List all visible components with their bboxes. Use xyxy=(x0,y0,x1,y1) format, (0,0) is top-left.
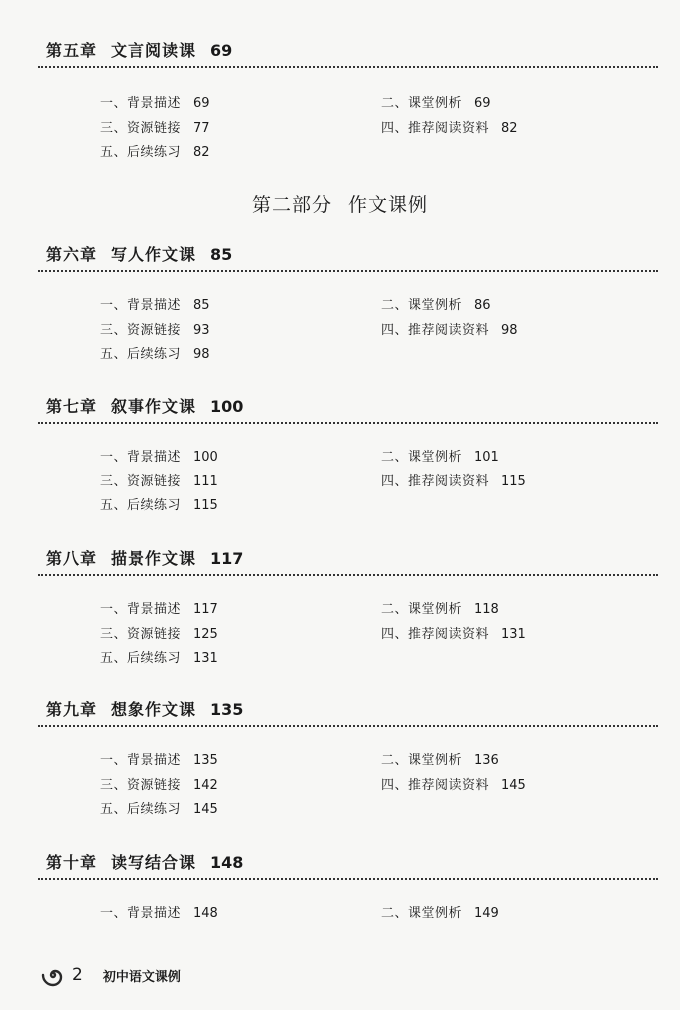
toc-entry[interactable] xyxy=(381,92,491,111)
chapter-label: 第九章 xyxy=(46,700,98,719)
toc-entry[interactable] xyxy=(100,798,218,817)
chapter-page: 135 xyxy=(210,700,244,719)
part-label: 第二部分 xyxy=(251,194,332,216)
entry-page: 118 xyxy=(474,602,499,617)
toc-entry[interactable] xyxy=(100,623,218,642)
entry-text: 三、资源链接 xyxy=(100,323,182,338)
chapter-page: 117 xyxy=(210,549,244,568)
toc-entry[interactable] xyxy=(381,774,526,793)
entry-page: 125 xyxy=(193,627,218,642)
entry-page: 145 xyxy=(193,802,218,817)
chapter-title: 写人作文课 xyxy=(111,245,197,264)
spiral-logo-icon xyxy=(40,962,66,988)
toc-entry[interactable] xyxy=(100,749,218,768)
toc-entry[interactable] xyxy=(381,446,499,465)
toc-entry[interactable] xyxy=(381,623,526,642)
toc-entry[interactable] xyxy=(381,319,518,338)
toc-entry[interactable] xyxy=(100,92,210,111)
entry-page: 135 xyxy=(193,753,218,768)
book-title: 初中语文课例 xyxy=(102,969,181,985)
entry-text: 一、背景描述 xyxy=(100,906,182,921)
entry-page: 69 xyxy=(474,96,491,111)
entry-page: 101 xyxy=(474,450,499,465)
entry-page: 82 xyxy=(193,145,210,160)
entry-page: 148 xyxy=(193,906,218,921)
entry-text: 五、后续练习 xyxy=(100,498,182,513)
toc-entry[interactable] xyxy=(381,470,526,489)
chapter-heading xyxy=(46,38,232,61)
entry-page: 115 xyxy=(501,474,526,489)
entry-page: 136 xyxy=(474,753,499,768)
entry-text: 二、课堂例析 xyxy=(381,906,463,921)
chapter-label: 第八章 xyxy=(46,549,98,568)
dotted-rule xyxy=(38,878,658,880)
entry-page: 131 xyxy=(501,627,526,642)
chapter-page: 100 xyxy=(210,397,244,416)
chapter-heading xyxy=(46,242,232,265)
dotted-rule xyxy=(38,574,658,576)
entry-page: 77 xyxy=(193,121,210,136)
dotted-rule xyxy=(38,422,658,424)
chapter-heading xyxy=(46,546,243,569)
entry-text: 二、课堂例析 xyxy=(381,602,463,617)
entry-text: 四、推荐阅读资料 xyxy=(381,627,490,642)
entry-text: 二、课堂例析 xyxy=(381,298,463,313)
toc-entry[interactable] xyxy=(100,294,210,313)
entry-text: 三、资源链接 xyxy=(100,627,182,642)
entry-text: 四、推荐阅读资料 xyxy=(381,474,490,489)
chapter-title: 文言阅读课 xyxy=(111,41,197,60)
part-heading xyxy=(0,190,680,217)
toc-entry[interactable] xyxy=(100,902,218,921)
part-title: 作文课例 xyxy=(348,194,429,216)
entry-page: 86 xyxy=(474,298,491,313)
entry-page: 149 xyxy=(474,906,499,921)
entry-page: 131 xyxy=(193,651,218,666)
toc-entry[interactable] xyxy=(100,141,210,160)
page-number: 2 xyxy=(72,965,83,985)
entry-text: 一、背景描述 xyxy=(100,450,182,465)
entry-page: 85 xyxy=(193,298,210,313)
entry-page: 100 xyxy=(193,450,218,465)
entry-page: 98 xyxy=(193,347,210,362)
entry-text: 二、课堂例析 xyxy=(381,96,463,111)
toc-entry[interactable] xyxy=(100,494,218,513)
toc-entry[interactable] xyxy=(381,749,499,768)
toc-entry[interactable] xyxy=(381,598,499,617)
chapter-title: 想象作文课 xyxy=(111,700,197,719)
dotted-rule xyxy=(38,270,658,272)
chapter-label: 第六章 xyxy=(46,245,98,264)
toc-entry[interactable] xyxy=(100,343,210,362)
toc-entry[interactable] xyxy=(100,446,218,465)
entry-text: 五、后续练习 xyxy=(100,347,182,362)
entry-page: 142 xyxy=(193,778,218,793)
entry-text: 五、后续练习 xyxy=(100,651,182,666)
chapter-page: 148 xyxy=(210,853,244,872)
entry-text: 三、资源链接 xyxy=(100,121,182,136)
entry-text: 五、后续练习 xyxy=(100,802,182,817)
entry-page: 82 xyxy=(501,121,518,136)
chapter-title: 描景作文课 xyxy=(111,549,197,568)
entry-text: 四、推荐阅读资料 xyxy=(381,778,490,793)
entry-page: 69 xyxy=(193,96,210,111)
chapter-label: 第五章 xyxy=(46,41,98,60)
toc-entry[interactable] xyxy=(100,470,218,489)
chapter-heading xyxy=(46,697,243,720)
toc-entry[interactable] xyxy=(100,117,210,136)
chapter-label: 第七章 xyxy=(46,397,98,416)
chapter-title: 读写结合课 xyxy=(111,853,197,872)
entry-text: 五、后续练习 xyxy=(100,145,182,160)
chapter-title: 叙事作文课 xyxy=(111,397,197,416)
dotted-rule xyxy=(38,725,658,727)
entry-page: 93 xyxy=(193,323,210,338)
entry-page: 98 xyxy=(501,323,518,338)
toc-entry[interactable] xyxy=(381,902,499,921)
entry-text: 三、资源链接 xyxy=(100,778,182,793)
toc-entry[interactable] xyxy=(100,598,218,617)
chapter-page: 85 xyxy=(210,245,233,264)
toc-entry[interactable] xyxy=(381,294,491,313)
entry-text: 二、课堂例析 xyxy=(381,753,463,768)
entry-text: 一、背景描述 xyxy=(100,753,182,768)
chapter-page: 69 xyxy=(210,41,233,60)
toc-entry[interactable] xyxy=(381,117,518,136)
chapter-label: 第十章 xyxy=(46,853,98,872)
toc-entry[interactable] xyxy=(100,774,218,793)
entry-page: 145 xyxy=(501,778,526,793)
page-footer xyxy=(40,962,181,988)
entry-text: 二、课堂例析 xyxy=(381,450,463,465)
entry-page: 115 xyxy=(193,498,218,513)
dotted-rule xyxy=(38,66,658,68)
entry-text: 一、背景描述 xyxy=(100,96,182,111)
entry-text: 一、背景描述 xyxy=(100,298,182,313)
entry-text: 四、推荐阅读资料 xyxy=(381,323,490,338)
toc-entry[interactable] xyxy=(100,319,210,338)
entry-text: 一、背景描述 xyxy=(100,602,182,617)
entry-text: 四、推荐阅读资料 xyxy=(381,121,490,136)
entry-page: 111 xyxy=(193,474,218,489)
entry-text: 三、资源链接 xyxy=(100,474,182,489)
entry-page: 117 xyxy=(193,602,218,617)
toc-entry[interactable] xyxy=(100,647,218,666)
chapter-heading xyxy=(46,850,243,873)
chapter-heading xyxy=(46,394,243,417)
